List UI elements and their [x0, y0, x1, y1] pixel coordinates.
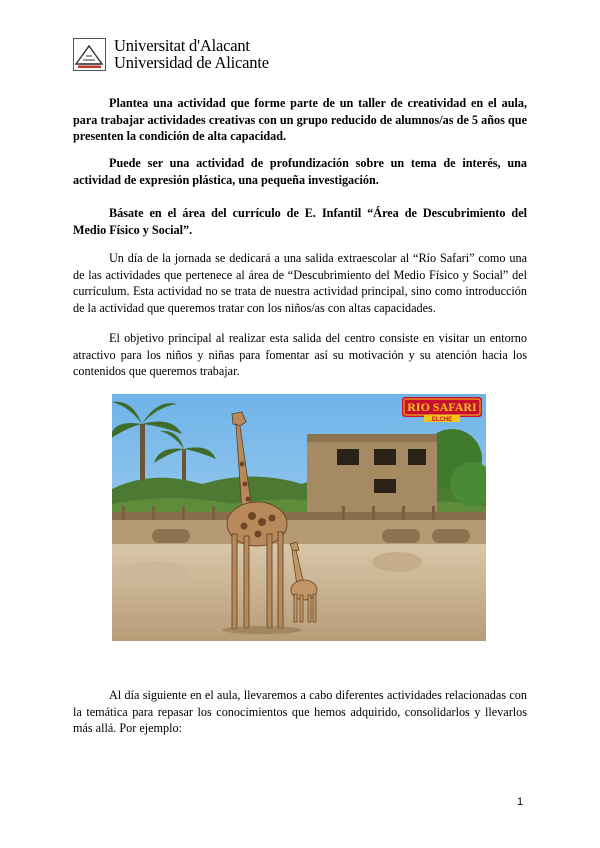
university-name-valencian: Universitat d'Alacant	[114, 36, 250, 55]
rio-safari-giraffe-photo	[112, 394, 486, 641]
task-paragraph-1: Plantea una actividad que forme parte de un taller de creatividad en el aula, para trabajar actividades creativas con un grupo reducido de alumnos/as de 5 años que presenten la condición de alta capacidad.	[73, 96, 527, 143]
page-number: 1	[517, 796, 524, 808]
rio-safari-logo-text: RIO SAFARI	[407, 400, 477, 414]
task-paragraph-3: Básate en el área del currículo de E. Infantil “Área de Descubrimiento del Medio Físico y Social”.	[73, 206, 527, 237]
university-name-spanish: Universidad de Alicante	[114, 53, 269, 72]
task-paragraph-2: Puede ser una actividad de profundización sobre un tema de interés, una actividad de expresión plástica, una pequeña investigación.	[73, 156, 527, 187]
body-paragraph-3: Al día siguiente en el aula, llevaremos a cabo diferentes actividades relacionadas con la temática para repasar los conocimientos que hemos adquirido, consolidarlos y llevarlos más allá. Por ejemplo:	[73, 688, 527, 735]
university-logo-icon	[73, 38, 106, 71]
body-paragraph-2: El objetivo principal al realizar esta salida del centro consiste en visitar un entorno atractivo para los niños y niñas para fomentar así su motivación y su atención hacia los contenidos que queremos trabajar.	[73, 331, 527, 378]
body-paragraph-1: Un día de la jornada se dedicará a una salida extraescolar al “Río Safari” como una de las actividades que pertenece al área de “Descubrimiento del Medio Físico y Social” del currículum. Esta actividad no se trata de nuestra actividad principal, sino como introducción de la actividad que queremos tratar con los niños/as con altas capacidades.	[73, 251, 527, 315]
university-header	[73, 36, 269, 72]
rio-safari-logo-subtext: ELCHE	[431, 417, 453, 423]
